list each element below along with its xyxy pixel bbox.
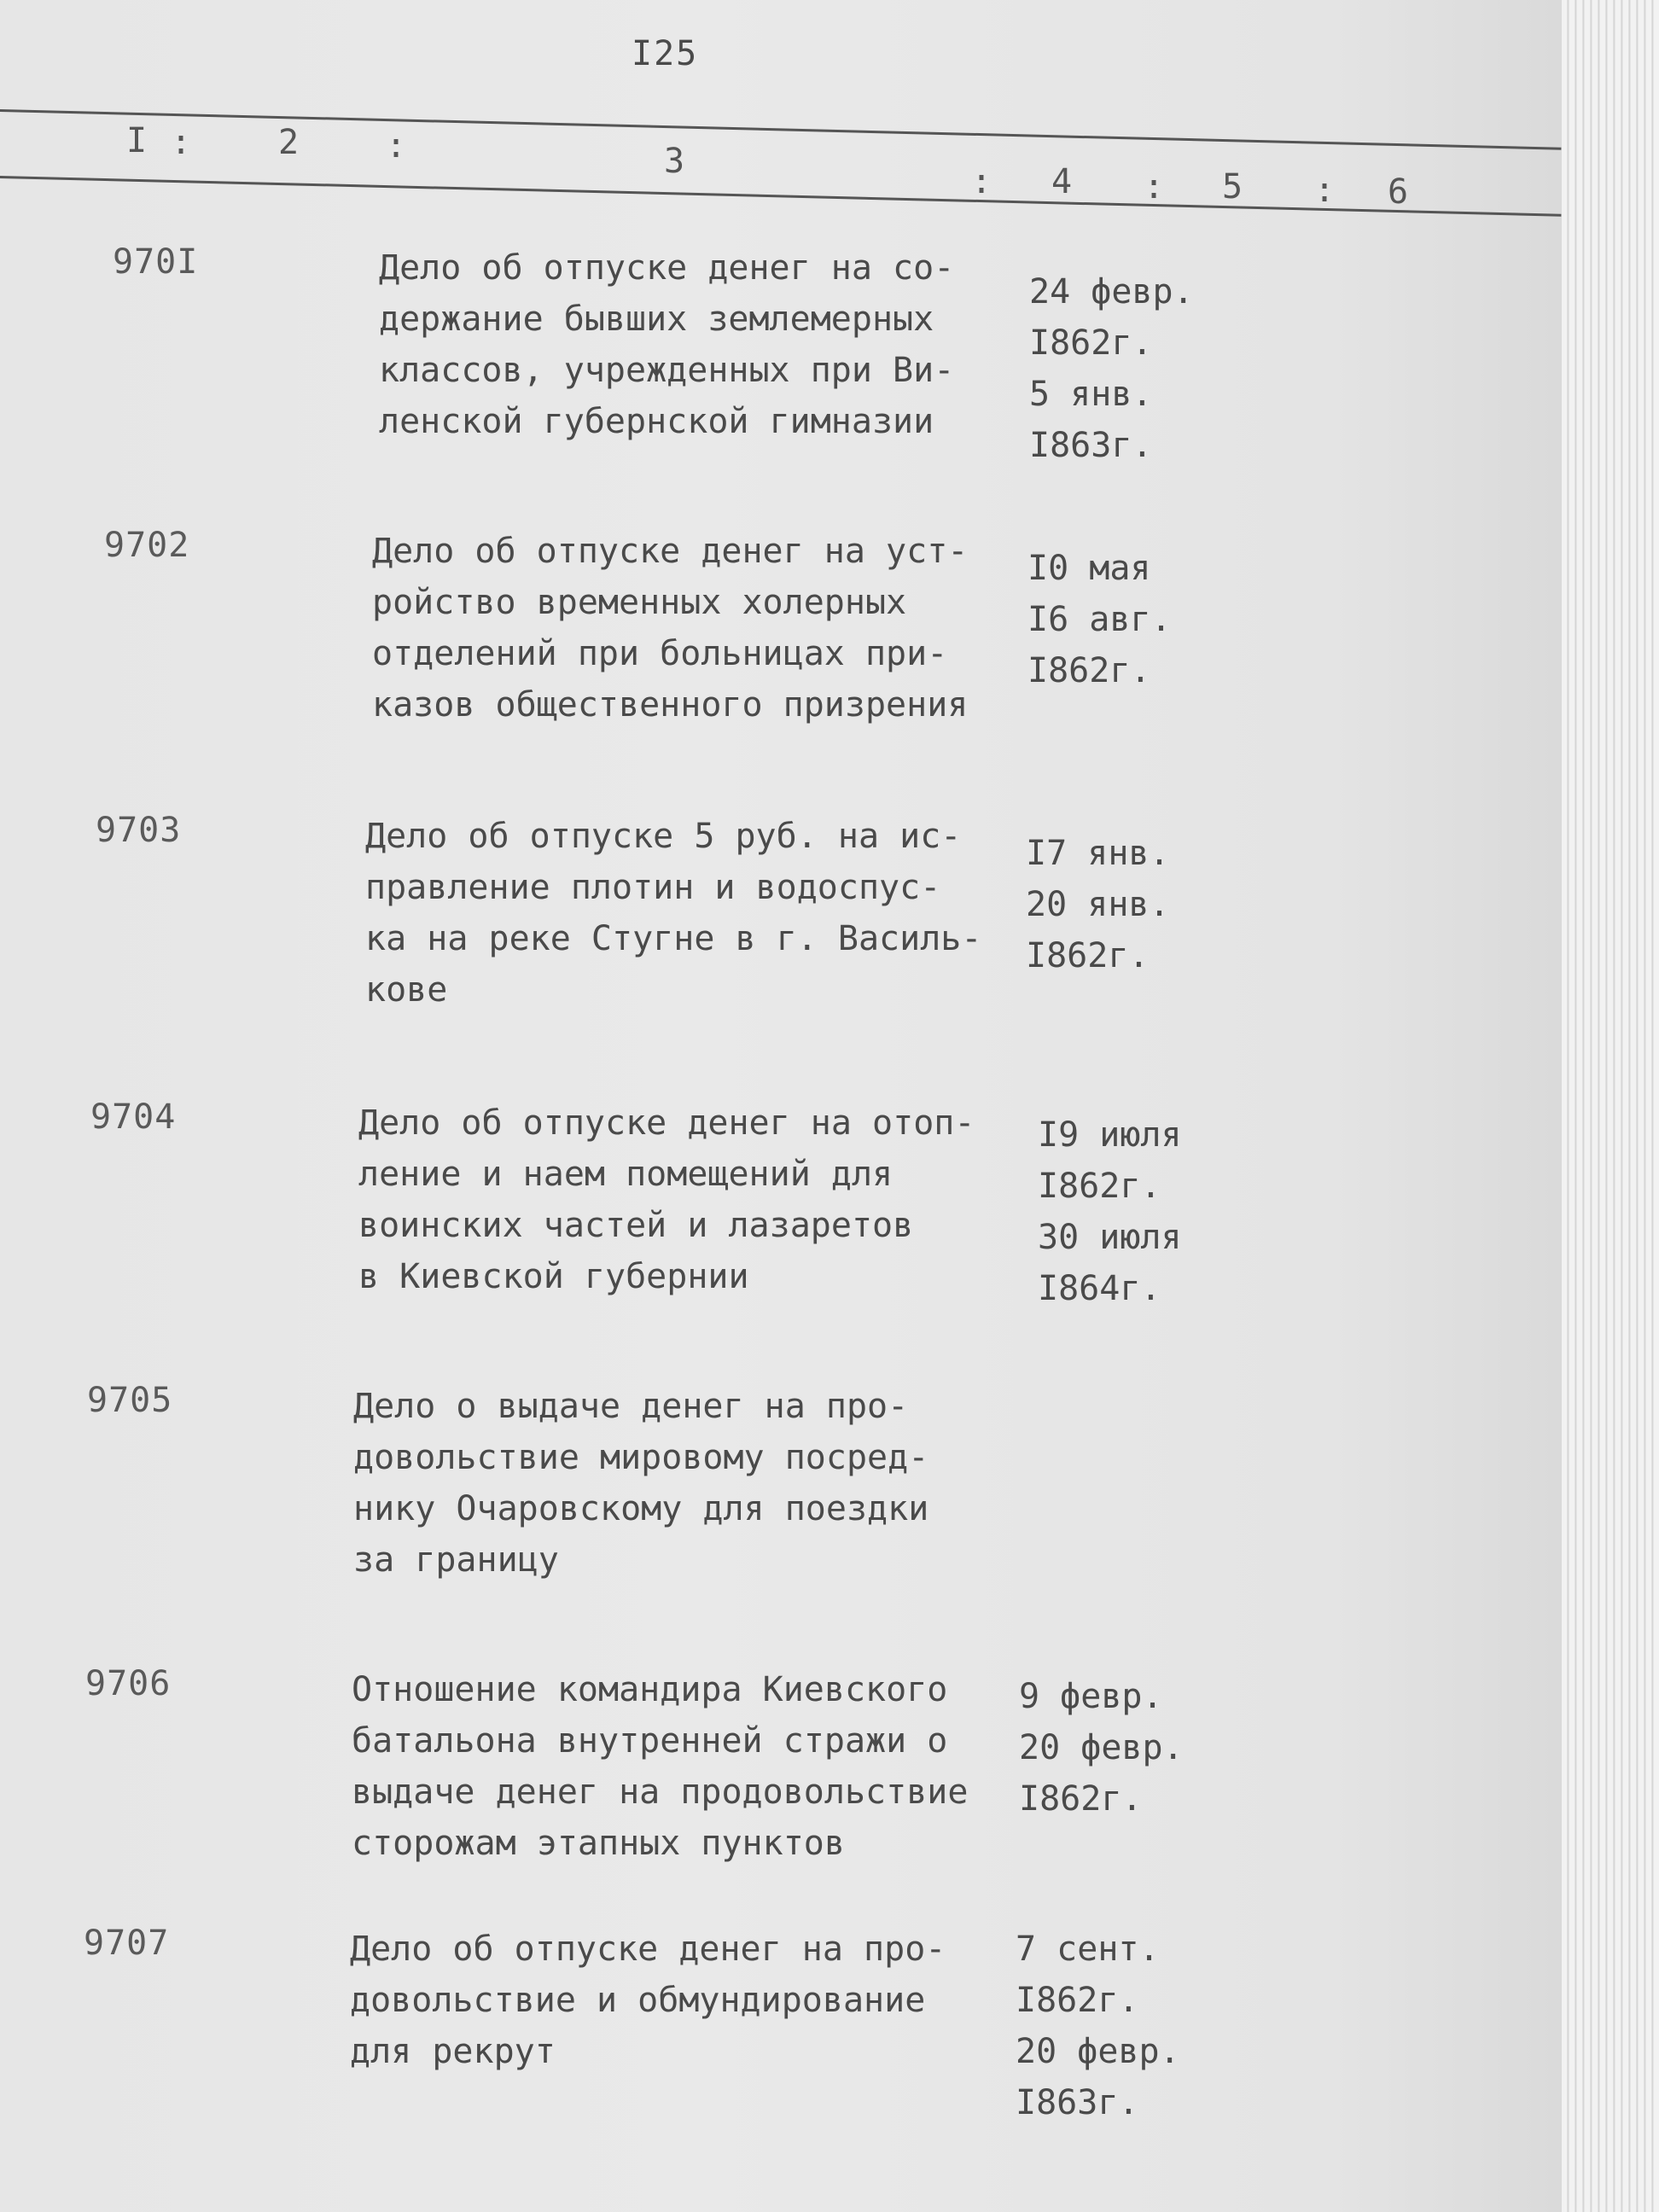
entry-title-line: Дело об отпуске 5 руб. на ис- [365, 817, 962, 856]
entry-title-line: классов, учрежденных при Ви- [379, 351, 955, 390]
entry-date-line: 20 янв. [1026, 885, 1170, 924]
entry-date-line: I6 авг. [1027, 600, 1172, 639]
entry-title-line: Дело об отпуске денег на со- [379, 248, 955, 288]
entry-date-line: 24 февр. [1029, 272, 1194, 311]
entry-date-line: I9 июля [1038, 1115, 1182, 1155]
entry-title-line: Дело о выдаче денег на про- [353, 1387, 909, 1426]
entry-number: 9702 [104, 526, 190, 565]
page-number: I25 [632, 34, 699, 73]
entry-title-line: кове [365, 970, 448, 1010]
column-header-3: 3 [664, 142, 685, 181]
entry-title-line: ройство временных холерных [372, 583, 907, 622]
entry-dates [1019, 1671, 1224, 1825]
entry-title-line: для рекрут [350, 2032, 556, 2071]
entry-number: 9707 [84, 1924, 170, 1963]
column-header-2: 2 [278, 123, 300, 162]
column-separator: : [1144, 167, 1165, 207]
column-separator: : [1314, 171, 1336, 210]
entry-title-line: выдаче денег на продовольствие [352, 1773, 969, 1812]
entry-number: 9706 [85, 1664, 172, 1703]
entry-title-line: отделений при больницах при- [372, 634, 948, 673]
column-header-5: 5 [1222, 167, 1243, 207]
entry-dates [1029, 266, 1234, 471]
entry-date-line: I862г. [1019, 1779, 1143, 1819]
entry-title-line: держание бывших землемерных [379, 300, 934, 339]
entry-date-line: I862г. [1016, 1981, 1139, 2020]
column-header-6: 6 [1388, 172, 1409, 212]
entry-title-line: Дело об отпуске денег на про- [350, 1930, 946, 1969]
entry-title-line: Дело об отпуске денег на уст- [372, 532, 969, 571]
entry-title-line: ленской губернской гимназии [379, 402, 934, 441]
entry-title-line: нику Очаровскому для поездки [353, 1489, 929, 1528]
entry-dates [1016, 1924, 1220, 2128]
entry-date-line: I863г. [1029, 426, 1153, 465]
column-header-4: 4 [1051, 162, 1073, 201]
entry-number: 9704 [90, 1097, 177, 1137]
entry-date-line: 20 февр. [1019, 1728, 1184, 1767]
entry-title [350, 1924, 998, 2077]
entry-date-line: 5 янв. [1029, 375, 1153, 414]
column-headers [0, 119, 1562, 212]
entry-date-line: 9 февр. [1019, 1677, 1163, 1716]
entry-title [352, 1664, 1000, 1869]
entry-dates [1026, 828, 1231, 981]
entry-title-line: воинских частей и лазаретов [358, 1206, 914, 1245]
column-separator: : [971, 162, 992, 201]
entry-title-line: батальона внутренней стражи о [352, 1721, 948, 1761]
entry-number: 9705 [87, 1381, 173, 1420]
entry-title-line: довольствие и обмундирование [350, 1981, 926, 2020]
entry-date-line: 30 июля [1038, 1218, 1182, 1257]
entry-title-line: довольствие мировому посред- [353, 1438, 929, 1477]
column-separator: : [171, 123, 192, 162]
entry-title-line: ка на реке Стугне в г. Василь- [365, 919, 982, 958]
entry-date-line: I0 мая [1027, 549, 1151, 588]
entry-date-line: I862г. [1026, 936, 1150, 975]
entry-title-line: Дело об отпуске денег на отоп- [358, 1103, 975, 1143]
entry-title-line: ление и наем помещений для [358, 1155, 894, 1194]
entry-dates [1038, 1109, 1243, 1314]
entry-title [365, 811, 1014, 1016]
entry-title-line: казов общественного призрения [372, 685, 969, 725]
entry-number: 9703 [96, 811, 182, 850]
entry-title [372, 526, 1021, 731]
entry-date-line: I862г. [1038, 1167, 1161, 1206]
entry-date-line: I864г. [1038, 1269, 1161, 1308]
entry-title-line: сторожам этапных пунктов [352, 1824, 845, 1863]
entry-date-line: I862г. [1029, 323, 1153, 363]
entry-title [358, 1097, 1007, 1302]
entry-title-line: в Киевской губернии [358, 1257, 749, 1296]
entry-title [353, 1381, 1002, 1586]
entry-date-line: 7 сент. [1016, 1930, 1160, 1969]
entry-title-line: Отношение командира Киевского [352, 1670, 948, 1709]
entry-title-line: правление плотин и водоспус- [365, 868, 941, 907]
entry-number: 970I [113, 242, 199, 282]
entry-date-line: 20 февр. [1016, 2032, 1180, 2071]
entry-date-line: I7 янв. [1026, 834, 1170, 873]
column-header-1: I [126, 121, 148, 160]
column-separator: : [386, 126, 407, 166]
entry-title-line: за границу [353, 1540, 559, 1580]
entry-date-line: I862г. [1027, 651, 1151, 690]
entry-dates [1027, 543, 1232, 696]
entry-date-line: I863г. [1016, 2083, 1139, 2122]
page-stack-edge [1562, 0, 1659, 2212]
entry-title [379, 242, 1027, 447]
